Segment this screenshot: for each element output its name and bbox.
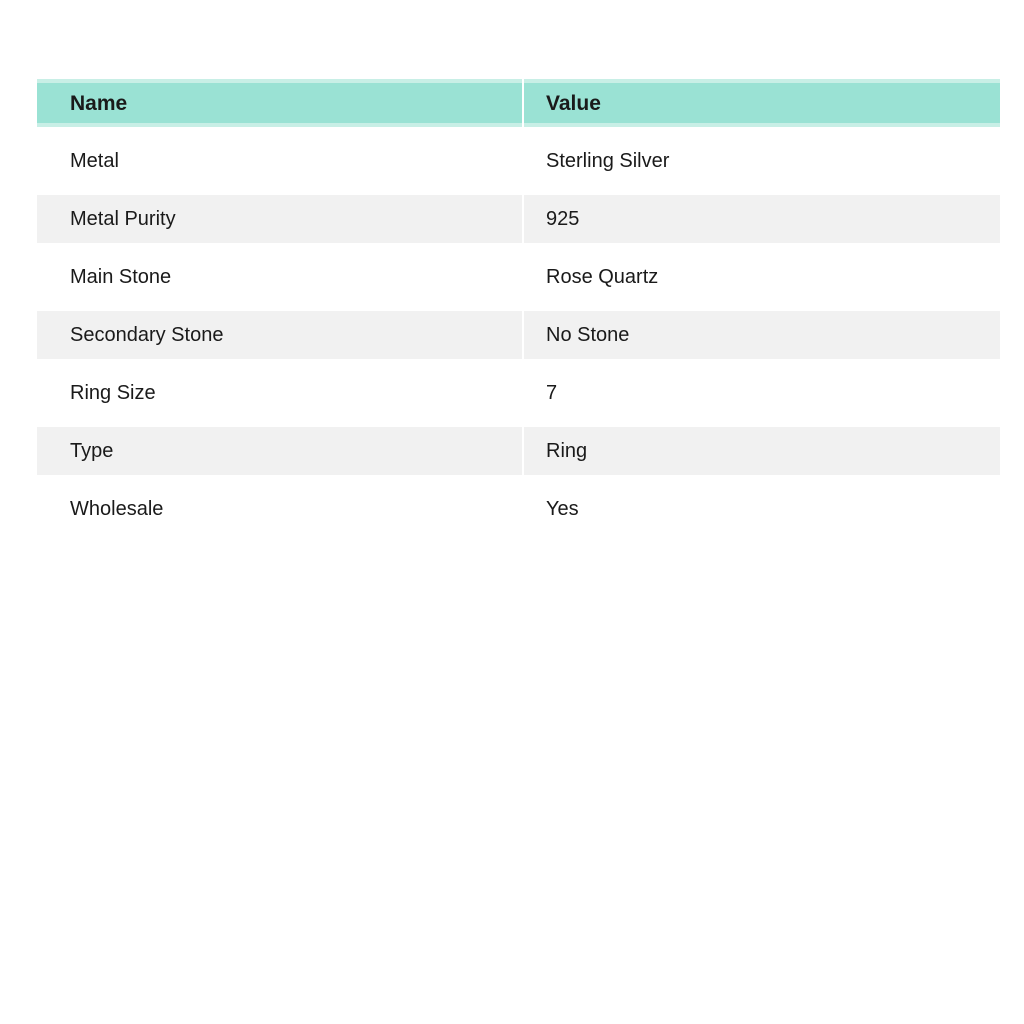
product-attributes-table xyxy=(37,79,1000,533)
table-row xyxy=(37,311,1000,359)
attribute-name-cell: Main Stone xyxy=(37,253,522,301)
attribute-value-cell: Ring xyxy=(524,427,1000,475)
attribute-name-cell: Secondary Stone xyxy=(37,311,522,359)
table-row xyxy=(37,195,1000,243)
table-row xyxy=(37,137,1000,185)
column-header-value: Value xyxy=(524,79,1000,127)
table-row xyxy=(37,253,1000,301)
table-row xyxy=(37,369,1000,417)
attribute-value-cell: Rose Quartz xyxy=(524,253,1000,301)
attribute-name-cell: Ring Size xyxy=(37,369,522,417)
attribute-value-cell: No Stone xyxy=(524,311,1000,359)
attribute-value-cell: 7 xyxy=(524,369,1000,417)
column-header-name: Name xyxy=(37,79,522,127)
attribute-name-cell: Metal Purity xyxy=(37,195,522,243)
attribute-value-cell: 925 xyxy=(524,195,1000,243)
attribute-name-cell: Metal xyxy=(37,137,522,185)
attribute-name-cell: Type xyxy=(37,427,522,475)
attribute-value-cell: Yes xyxy=(524,485,1000,533)
table-row xyxy=(37,427,1000,475)
table-header-row xyxy=(37,79,1000,127)
attribute-value-cell: Sterling Silver xyxy=(524,137,1000,185)
table-row xyxy=(37,485,1000,533)
attribute-name-cell: Wholesale xyxy=(37,485,522,533)
